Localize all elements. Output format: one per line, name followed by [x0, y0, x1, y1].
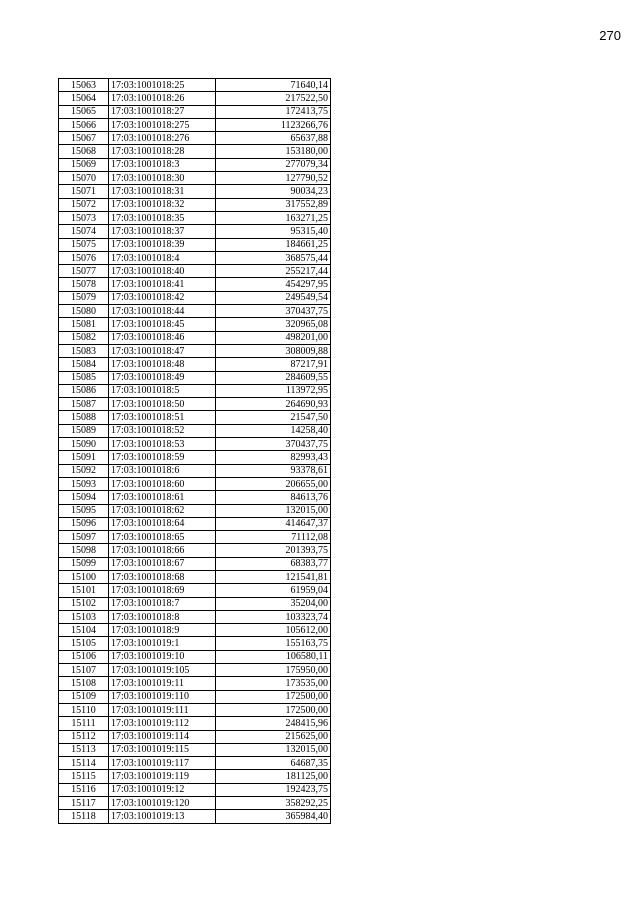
row-number-cell: 15086 [59, 384, 109, 397]
table-row [59, 344, 331, 357]
row-number-cell: 15105 [59, 637, 109, 650]
amount-cell: 82993,43 [216, 451, 331, 464]
cadastral-number-cell: 17:03:1001019:11 [109, 677, 216, 690]
table-row [59, 703, 331, 716]
cadastral-number-cell: 17:03:1001018:276 [109, 132, 216, 145]
table-row [59, 557, 331, 570]
amount-cell: 172500,00 [216, 690, 331, 703]
cadastral-number-cell: 17:03:1001018:5 [109, 384, 216, 397]
row-number-cell: 15070 [59, 172, 109, 185]
amount-cell: 284609,55 [216, 371, 331, 384]
row-number-cell: 15100 [59, 570, 109, 583]
amount-cell: 172413,75 [216, 105, 331, 118]
row-number-cell: 15110 [59, 703, 109, 716]
amount-cell: 21547,50 [216, 411, 331, 424]
row-number-cell: 15089 [59, 424, 109, 437]
row-number-cell: 15103 [59, 610, 109, 623]
cadastral-number-cell: 17:03:1001018:41 [109, 278, 216, 291]
table-row [59, 464, 331, 477]
table-row [59, 477, 331, 490]
row-number-cell: 15063 [59, 79, 109, 92]
row-number-cell: 15092 [59, 464, 109, 477]
table-row [59, 251, 331, 264]
table-row [59, 717, 331, 730]
cadastral-number-cell: 17:03:1001019:110 [109, 690, 216, 703]
cadastral-number-cell: 17:03:1001019:111 [109, 703, 216, 716]
page-number: 270 [599, 28, 621, 43]
amount-cell: 61959,04 [216, 584, 331, 597]
table-row [59, 810, 331, 823]
table-row [59, 770, 331, 783]
table-row [59, 305, 331, 318]
amount-cell: 64687,35 [216, 757, 331, 770]
cadastral-number-cell: 17:03:1001018:35 [109, 211, 216, 224]
table-row [59, 424, 331, 437]
row-number-cell: 15077 [59, 265, 109, 278]
amount-cell: 71112,08 [216, 531, 331, 544]
row-number-cell: 15068 [59, 145, 109, 158]
amount-cell: 277079,34 [216, 158, 331, 171]
table-row [59, 158, 331, 171]
table-row [59, 544, 331, 557]
cadastral-number-cell: 17:03:1001018:62 [109, 504, 216, 517]
table-row [59, 278, 331, 291]
table-row [59, 517, 331, 530]
row-number-cell: 15079 [59, 291, 109, 304]
amount-cell: 217522,50 [216, 92, 331, 105]
amount-cell: 127790,52 [216, 172, 331, 185]
amount-cell: 35204,00 [216, 597, 331, 610]
row-number-cell: 15107 [59, 664, 109, 677]
amount-cell: 121541,81 [216, 570, 331, 583]
cadastral-number-cell: 17:03:1001019:13 [109, 810, 216, 823]
amount-cell: 106580,11 [216, 650, 331, 663]
table-row [59, 491, 331, 504]
cadastral-number-cell: 17:03:1001018:61 [109, 491, 216, 504]
cadastral-number-cell: 17:03:1001018:26 [109, 92, 216, 105]
row-number-cell: 15098 [59, 544, 109, 557]
cadastral-number-cell: 17:03:1001018:40 [109, 265, 216, 278]
table-row [59, 172, 331, 185]
row-number-cell: 15071 [59, 185, 109, 198]
amount-cell: 113972,95 [216, 384, 331, 397]
row-number-cell: 15081 [59, 318, 109, 331]
cadastral-number-cell: 17:03:1001018:42 [109, 291, 216, 304]
cadastral-number-cell: 17:03:1001019:120 [109, 797, 216, 810]
amount-cell: 192423,75 [216, 783, 331, 796]
amount-cell: 14258,40 [216, 424, 331, 437]
row-number-cell: 15088 [59, 411, 109, 424]
row-number-cell: 15104 [59, 624, 109, 637]
table-row [59, 743, 331, 756]
row-number-cell: 15102 [59, 597, 109, 610]
table-row [59, 730, 331, 743]
table-row [59, 584, 331, 597]
row-number-cell: 15090 [59, 438, 109, 451]
cadastral-number-cell: 17:03:1001018:37 [109, 225, 216, 238]
amount-cell: 87217,91 [216, 358, 331, 371]
row-number-cell: 15067 [59, 132, 109, 145]
cadastral-number-cell: 17:03:1001018:53 [109, 438, 216, 451]
amount-cell: 414647,37 [216, 517, 331, 530]
table-row [59, 185, 331, 198]
amount-cell: 320965,08 [216, 318, 331, 331]
row-number-cell: 15066 [59, 118, 109, 131]
amount-cell: 184661,25 [216, 238, 331, 251]
amount-cell: 132015,00 [216, 504, 331, 517]
row-number-cell: 15091 [59, 451, 109, 464]
row-number-cell: 15073 [59, 211, 109, 224]
row-number-cell: 15076 [59, 251, 109, 264]
table-row [59, 690, 331, 703]
table-row [59, 637, 331, 650]
table-row [59, 610, 331, 623]
cadastral-number-cell: 17:03:1001018:39 [109, 238, 216, 251]
table-row [59, 371, 331, 384]
cadastral-number-cell: 17:03:1001018:4 [109, 251, 216, 264]
amount-cell: 155163,75 [216, 637, 331, 650]
table-row [59, 504, 331, 517]
cadastral-number-cell: 17:03:1001019:1 [109, 637, 216, 650]
cadastral-number-cell: 17:03:1001018:68 [109, 570, 216, 583]
row-number-cell: 15097 [59, 531, 109, 544]
amount-cell: 365984,40 [216, 810, 331, 823]
row-number-cell: 15080 [59, 305, 109, 318]
cadastral-number-cell: 17:03:1001018:49 [109, 371, 216, 384]
amount-cell: 358292,25 [216, 797, 331, 810]
table-row [59, 531, 331, 544]
table-row [59, 384, 331, 397]
table-row [59, 411, 331, 424]
table-row [59, 451, 331, 464]
cadastral-number-cell: 17:03:1001018:67 [109, 557, 216, 570]
amount-cell: 206655,00 [216, 477, 331, 490]
amount-cell: 368575,44 [216, 251, 331, 264]
table-row [59, 358, 331, 371]
cadastral-number-cell: 17:03:1001018:6 [109, 464, 216, 477]
row-number-cell: 15083 [59, 344, 109, 357]
amount-cell: 249549,54 [216, 291, 331, 304]
amount-cell: 175950,00 [216, 664, 331, 677]
cadastral-number-cell: 17:03:1001019:119 [109, 770, 216, 783]
row-number-cell: 15118 [59, 810, 109, 823]
row-number-cell: 15117 [59, 797, 109, 810]
amount-cell: 255217,44 [216, 265, 331, 278]
cadastral-number-cell: 17:03:1001018:30 [109, 172, 216, 185]
cadastral-number-cell: 17:03:1001019:117 [109, 757, 216, 770]
table-row [59, 318, 331, 331]
amount-cell: 132015,00 [216, 743, 331, 756]
amount-cell: 71640,14 [216, 79, 331, 92]
table-row [59, 570, 331, 583]
row-number-cell: 15093 [59, 477, 109, 490]
table-row [59, 783, 331, 796]
cadastral-number-cell: 17:03:1001018:52 [109, 424, 216, 437]
table-row [59, 291, 331, 304]
table-body [59, 79, 331, 824]
cadastral-number-cell: 17:03:1001018:31 [109, 185, 216, 198]
cadastral-number-cell: 17:03:1001018:32 [109, 198, 216, 211]
table-row [59, 797, 331, 810]
cadastral-number-cell: 17:03:1001018:69 [109, 584, 216, 597]
amount-cell: 90034,23 [216, 185, 331, 198]
row-number-cell: 15064 [59, 92, 109, 105]
amount-cell: 215625,00 [216, 730, 331, 743]
row-number-cell: 15108 [59, 677, 109, 690]
row-number-cell: 15114 [59, 757, 109, 770]
row-number-cell: 15072 [59, 198, 109, 211]
amount-cell: 498201,00 [216, 331, 331, 344]
amount-cell: 84613,76 [216, 491, 331, 504]
cadastral-number-cell: 17:03:1001018:59 [109, 451, 216, 464]
amount-cell: 105612,00 [216, 624, 331, 637]
table-row [59, 265, 331, 278]
table-row [59, 677, 331, 690]
row-number-cell: 15116 [59, 783, 109, 796]
table-row [59, 664, 331, 677]
amount-cell: 248415,96 [216, 717, 331, 730]
row-number-cell: 15111 [59, 717, 109, 730]
cadastral-number-cell: 17:03:1001018:50 [109, 398, 216, 411]
table-row [59, 597, 331, 610]
row-number-cell: 15106 [59, 650, 109, 663]
amount-cell: 201393,75 [216, 544, 331, 557]
cadastral-number-cell: 17:03:1001018:45 [109, 318, 216, 331]
row-number-cell: 15075 [59, 238, 109, 251]
amount-cell: 95315,40 [216, 225, 331, 238]
row-number-cell: 15113 [59, 743, 109, 756]
row-number-cell: 15065 [59, 105, 109, 118]
table-row [59, 331, 331, 344]
cadastral-number-cell: 17:03:1001018:64 [109, 517, 216, 530]
amount-cell: 181125,00 [216, 770, 331, 783]
amount-cell: 370437,75 [216, 438, 331, 451]
amount-cell: 308009,88 [216, 344, 331, 357]
table-row [59, 238, 331, 251]
cadastral-number-cell: 17:03:1001018:51 [109, 411, 216, 424]
row-number-cell: 15085 [59, 371, 109, 384]
row-number-cell: 15087 [59, 398, 109, 411]
row-number-cell: 15099 [59, 557, 109, 570]
amount-cell: 264690,93 [216, 398, 331, 411]
cadastral-number-cell: 17:03:1001018:7 [109, 597, 216, 610]
cadastral-number-cell: 17:03:1001019:12 [109, 783, 216, 796]
table-row [59, 225, 331, 238]
data-table [58, 78, 331, 824]
table-row [59, 398, 331, 411]
table-row [59, 145, 331, 158]
amount-cell: 153180,00 [216, 145, 331, 158]
cadastral-number-cell: 17:03:1001019:115 [109, 743, 216, 756]
row-number-cell: 15069 [59, 158, 109, 171]
cadastral-number-cell: 17:03:1001018:66 [109, 544, 216, 557]
cadastral-number-cell: 17:03:1001018:28 [109, 145, 216, 158]
amount-cell: 370437,75 [216, 305, 331, 318]
table-row [59, 79, 331, 92]
amount-cell: 103323,74 [216, 610, 331, 623]
cadastral-number-cell: 17:03:1001018:60 [109, 477, 216, 490]
cadastral-number-cell: 17:03:1001018:48 [109, 358, 216, 371]
table-row [59, 118, 331, 131]
row-number-cell: 15115 [59, 770, 109, 783]
table-row [59, 211, 331, 224]
amount-cell: 173535,00 [216, 677, 331, 690]
row-number-cell: 15074 [59, 225, 109, 238]
table-row [59, 757, 331, 770]
amount-cell: 172500,00 [216, 703, 331, 716]
row-number-cell: 15095 [59, 504, 109, 517]
cadastral-number-cell: 17:03:1001018:275 [109, 118, 216, 131]
amount-cell: 68383,77 [216, 557, 331, 570]
amount-cell: 1123266,76 [216, 118, 331, 131]
row-number-cell: 15082 [59, 331, 109, 344]
table-row [59, 624, 331, 637]
row-number-cell: 15078 [59, 278, 109, 291]
cadastral-number-cell: 17:03:1001019:10 [109, 650, 216, 663]
table-row [59, 438, 331, 451]
cadastral-number-cell: 17:03:1001018:8 [109, 610, 216, 623]
row-number-cell: 15101 [59, 584, 109, 597]
amount-cell: 163271,25 [216, 211, 331, 224]
table-row [59, 650, 331, 663]
table-row [59, 132, 331, 145]
cadastral-number-cell: 17:03:1001018:3 [109, 158, 216, 171]
cadastral-number-cell: 17:03:1001018:47 [109, 344, 216, 357]
table-row [59, 105, 331, 118]
cadastral-number-cell: 17:03:1001019:114 [109, 730, 216, 743]
cadastral-number-cell: 17:03:1001018:44 [109, 305, 216, 318]
cadastral-number-cell: 17:03:1001019:105 [109, 664, 216, 677]
row-number-cell: 15109 [59, 690, 109, 703]
cadastral-number-cell: 17:03:1001018:25 [109, 79, 216, 92]
amount-cell: 454297,95 [216, 278, 331, 291]
row-number-cell: 15096 [59, 517, 109, 530]
cadastral-number-cell: 17:03:1001018:27 [109, 105, 216, 118]
row-number-cell: 15094 [59, 491, 109, 504]
cadastral-number-cell: 17:03:1001019:112 [109, 717, 216, 730]
row-number-cell: 15112 [59, 730, 109, 743]
amount-cell: 65637,88 [216, 132, 331, 145]
amount-cell: 317552,89 [216, 198, 331, 211]
row-number-cell: 15084 [59, 358, 109, 371]
table-row [59, 198, 331, 211]
cadastral-number-cell: 17:03:1001018:46 [109, 331, 216, 344]
cadastral-number-cell: 17:03:1001018:65 [109, 531, 216, 544]
cadastral-number-cell: 17:03:1001018:9 [109, 624, 216, 637]
table-row [59, 92, 331, 105]
amount-cell: 93378,61 [216, 464, 331, 477]
